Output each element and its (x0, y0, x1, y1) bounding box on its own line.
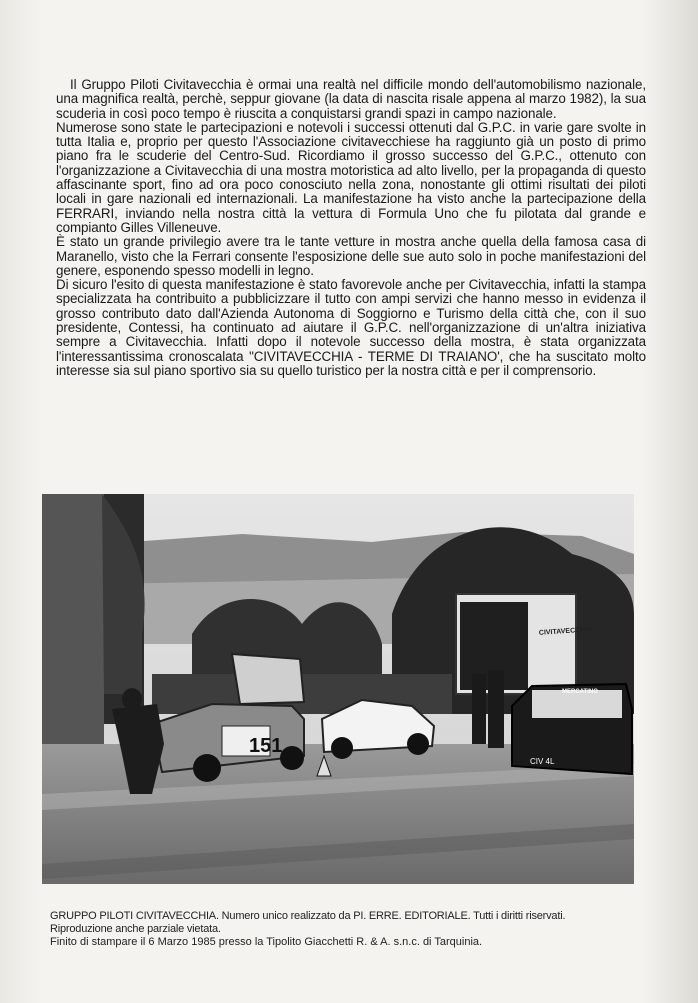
paragraph-outcome: Di sicuro l'esito di questa manifestazione è stato favorevole anche per Civitavecchia, infatti la stampa specializzata ha contribuito a pubblicizzare il tutto con ampi servizi che hanno messo in evidenza il grosso contributo dato dall'Azienda Autonoma di Soggiorno e Turismo della città che, con il suo presidente, Contessi, ha continuato ad aiutare il G.P.C. nell'organizzazione di un'altra iniziativa sempre a Civitavecchia. Infatti dopo il notevole successo della mostra, è stata organizzata l'interessantissima cronoscalata "CIVITAVECCHIA - TERME DI TRAIANO', che ha suscitato molto interesse sia sul piano sportivo sia su quello turistico per la nostra città e per il comprensorio. (56, 277, 646, 378)
paragraph-participations: Numerose sono state le partecipazioni e notevoli i successi ottenuti dal G.P.C. in varie gare svolte in tutta Italia e, proprio per questo l'Associazione civitavecchiese ha raggiunto già un posto di primo piano fra le scuderie del Centro-Sud. Ricordiamo il grosso successo del G.P.C., ottenuto con l'organizzazione a Civitavecchia di una mostra motoristica ad alto livello, per la propaganda di questo affascinante sport, fino ad ora poco conosciuto nella zona, nonostante gli ottimi risultati dei piloti locali in gare nazionali ed internazionali. La manifestazione ha visto anche la partecipazione della FERRARI, inviando nella nostra città la vettura di Formula Uno che fu pilotata dal grande e compianto Gilles Villeneuve. (56, 119, 646, 235)
article-text (56, 78, 646, 378)
race-photo (42, 494, 634, 884)
colophon-printer: Finito di stampare il 6 Marzo 1985 presso la Tipolito Giacchetti R. & A. s.n.c. di Tarquinia. (50, 936, 483, 948)
paragraph-intro: Il Gruppo Piloti Civitavecchia è ormai una realtà nel difficile mondo dell'automobilismo nazionale, una magnifica realtà, perchè, seppur giovane (la data di nascita risale appena al marzo 1982), la sua scuderia in così poco tempo è riuscita a conquistarsi grandi spazi in campo nazionale. (56, 77, 646, 121)
race-number: 151 (249, 735, 283, 757)
license-plate: CIV 4L (530, 757, 555, 766)
colophon (50, 910, 630, 949)
car-lettering: MERCATINO (562, 689, 598, 695)
truck-lettering: CIVITAVECCHIA (538, 626, 593, 637)
left-pillar (42, 494, 104, 764)
paragraph-maranello: È stato un grande privilegio avere tra le tante vetture in mostra anche quella della famosa casa di Maranello, visto che la Ferrari consente l'esposizione delle sue auto solo in poche manifestazioni del genere, esponendo spesso modelli in legno. (56, 234, 646, 278)
raised-bodywork (232, 654, 304, 704)
people-right (472, 670, 504, 748)
rally-car (512, 684, 632, 774)
colophon-publisher: GRUPPO PILOTI CIVITAVECCHIA. Numero unico realizzato da PI. ERRE. EDITORIALE. Tutti i diritti riservati. Riproduzione anche parziale vietata. (50, 910, 566, 935)
